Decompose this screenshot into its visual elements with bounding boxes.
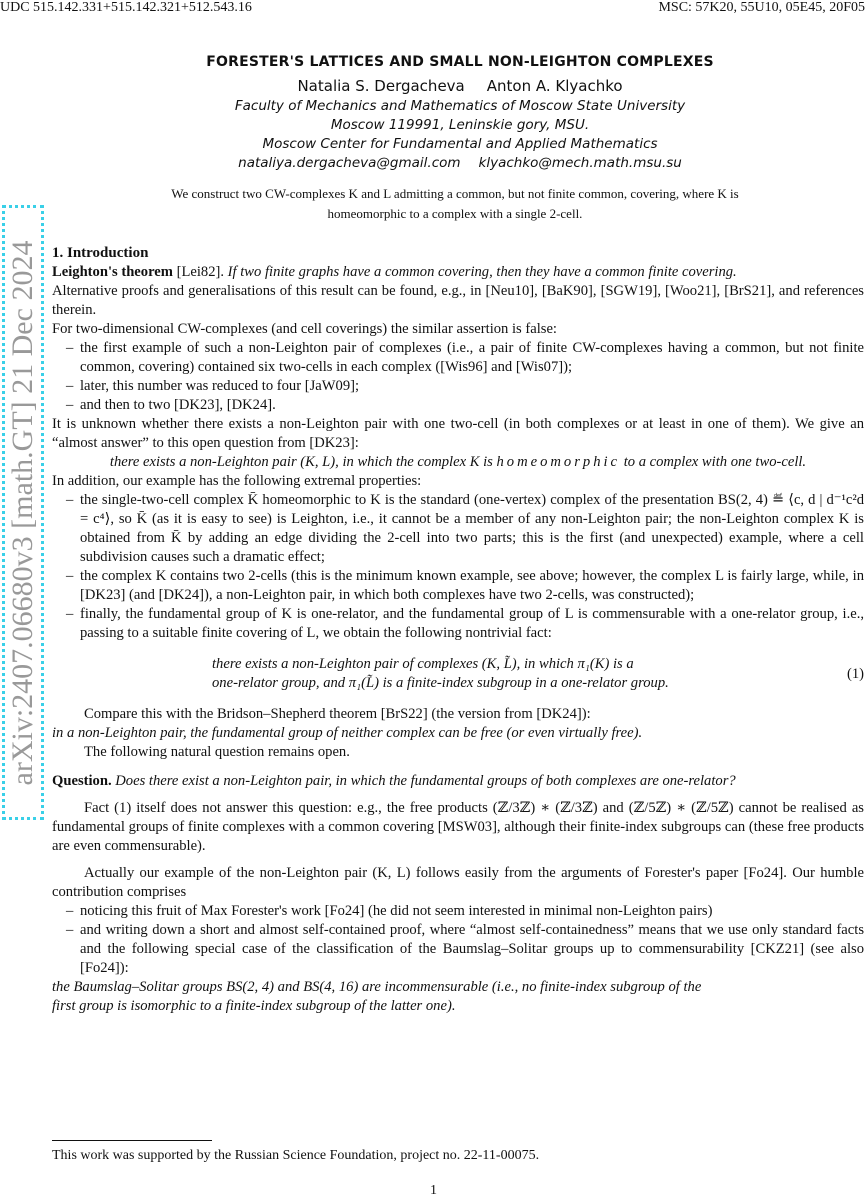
section-heading: 1. Introduction <box>52 245 149 261</box>
list-item: – and writing down a short and almost self-contained proof, where “almost self-containedness” means that we use only standard facts and the following special case of the classification of the Baumslag–Solitar groups up to commensurability [CKZ21] (see also [Fo24]): <box>66 921 864 978</box>
author-name: Natalia S. Dergacheva <box>297 77 465 95</box>
list-item: – finally, the fundamental group of K is one-relator, and the fundamental group of L is commensurable with a one-relator group, i.e., passing to a suitable finite covering of L, we obtain the following nontrivial fact: <box>66 605 864 643</box>
theorem-statement: If two finite graphs have a common covering, then they have a common finite covering. <box>227 264 737 280</box>
statement-part: to a complex with one two-cell. <box>623 454 807 470</box>
main-statement <box>52 453 864 472</box>
paragraph-remains-open: The following natural question remains open. <box>84 744 350 760</box>
author-list <box>140 77 780 95</box>
arxiv-identifier-text: arXiv:2407.06680v3 [math.GT] 21 Dec 2024 <box>6 240 39 785</box>
equation-1 <box>52 655 864 693</box>
equation-line: there exists a non-Leighton pair of complexes (K, L̃), in which π₁(K) is a <box>212 656 634 672</box>
baumslag-solitar-statement: the Baumslag–Solitar groups BS(2, 4) and BS(4, 16) are incommensurable (i.e., no finite-index subgroup of the first group is isomorphic to a finite-index subgroup of the latter one). <box>52 979 702 1014</box>
udc-header: UDC 515.142.331+515.142.321+512.543.16 <box>0 0 252 15</box>
list-item: – and then to two [DK23], [DK24]. <box>66 396 864 415</box>
affiliation-line: Faculty of Mechanics and Mathematics of Moscow State University <box>234 98 686 114</box>
paragraph-contribution: Actually our example of the non-Leighton pair (K, L) follows easily from the arguments of Forester's paper [Fo24]. Our humble contribution comprises <box>52 865 864 900</box>
question-text: Does there exist a non-Leighton pair, in which the fundamental groups of both complexes are one-relator? <box>115 773 736 789</box>
paragraph-alternative-proofs: Alternative proofs and generalisations of this result can be found, e.g., in [Neu10], [BaK90], [SGW19], [Woo21], [BrS21], and references therein. <box>52 283 864 318</box>
list-item: – the single-two-cell complex K̄ homeomorphic to K is the standard (one-vertex) complex of the presentation BS(2, 4) ≝ ⟨c, d | d⁻¹c²d = c⁴⟩, so K̄ (as it is easy to see) is Leighton, i.e., it cannot be a member of any non-Leighton pair; the non-Leighton complex K is obtained from K̄ by adding an edge dividing the 2-cell into two parts; this is the first (and unexpected) example, where a cell subdivision causes such a dramatic effect; <box>66 491 864 567</box>
paragraph-extremal: In addition, our example has the following extremal properties: <box>52 473 422 489</box>
equation-number: (1) <box>846 666 864 682</box>
page-number: 1 <box>430 1183 437 1198</box>
list-item: – the complex K contains two 2-cells (this is the minimum known example, see above; however, the complex L is fairly large, while, in [DK23] (and [DK24]), a non-Leighton pair, in which both complexes have two 2-cells, was constructed); <box>66 567 864 605</box>
arxiv-identifier-sidebar[interactable] <box>2 205 44 820</box>
equation-line: one-relator group, and π₁(L̃) is a finite-index subgroup in a one-relator group. <box>212 675 669 691</box>
question-label: Question. <box>52 773 112 789</box>
main-content <box>52 244 864 1016</box>
bridson-shepherd-statement: in a non-Leighton pair, the fundamental group of neither complex can be free (or even virtually free). <box>52 725 643 741</box>
abstract: We construct two CW-complexes K and L admitting a common, but not finite common, covering, where K is homeomorphic to a complex with a single 2-cell. <box>171 186 739 221</box>
statement-emphasis: homeomorphic <box>496 454 621 470</box>
leighton-theorem <box>52 263 864 282</box>
list-item: – later, this number was reduced to four [JaW09]; <box>66 377 864 396</box>
equation-body <box>212 655 752 693</box>
list-item: – noticing this fruit of Max Forester's work [Fo24] (he did not seem interested in minimal non-Leighton pairs) <box>66 902 864 921</box>
paragraph-fact: Fact (1) itself does not answer this question: e.g., the free products (ℤ/3ℤ) ∗ (ℤ/3ℤ) and (ℤ/5ℤ) ∗ (ℤ/5ℤ) cannot be realised as fundamental groups of finite complexes with a common covering [MSW03], although their finite-index subgroups can (these free products are even commensurable). <box>52 800 864 854</box>
affiliation-line: Moscow 119991, Leninskie gory, MSU. <box>330 117 590 133</box>
paragraph-two-dimensional: For two-dimensional CW-complexes (and cell coverings) the similar assertion is false: <box>52 321 557 337</box>
paragraph-open-question: It is unknown whether there exists a non-Leighton pair with one two-cell (in both complexes or at least in one of them). We give an “almost answer” to this open question from [DK23]: <box>52 416 864 451</box>
history-list <box>52 339 864 415</box>
contribution-list <box>52 902 864 978</box>
msc-header: MSC: 57K20, 55U10, 05E45, 20F05 <box>658 0 865 15</box>
question <box>52 772 864 791</box>
paragraph-compare: Compare this with the Bridson–Shepherd theorem [BrS22] (the version from [DK24]): <box>84 706 591 722</box>
affiliation-line: Moscow Center for Fundamental and Applied Mathematics <box>262 136 658 152</box>
footnote-divider <box>52 1140 212 1141</box>
email-link[interactable]: nataliya.dergacheva@gmail.com <box>238 155 461 171</box>
author-emails <box>140 155 780 171</box>
author-name: Anton A. Klyachko <box>486 77 623 95</box>
funding-footnote: This work was supported by the Russian Science Foundation, project no. 22-11-00075. <box>52 1148 540 1163</box>
statement-part: there exists a non-Leighton pair (K, L), in which the complex K is <box>109 454 493 470</box>
list-item: – the first example of such a non-Leighton pair of complexes (i.e., a pair of finite CW-complexes having a common, but not finite common, covering) contained six two-cells in each complex ([Wis96] and [Wis07]); <box>66 339 864 377</box>
extremal-properties-list <box>52 491 864 643</box>
theorem-label: Leighton's theorem <box>52 264 173 280</box>
theorem-citation[interactable]: [Lei82]. <box>176 264 225 280</box>
email-link[interactable]: klyachko@mech.math.msu.su <box>478 155 682 171</box>
paper-title: FORESTER'S LATTICES AND SMALL NON-LEIGHTON COMPLEXES <box>206 54 714 70</box>
